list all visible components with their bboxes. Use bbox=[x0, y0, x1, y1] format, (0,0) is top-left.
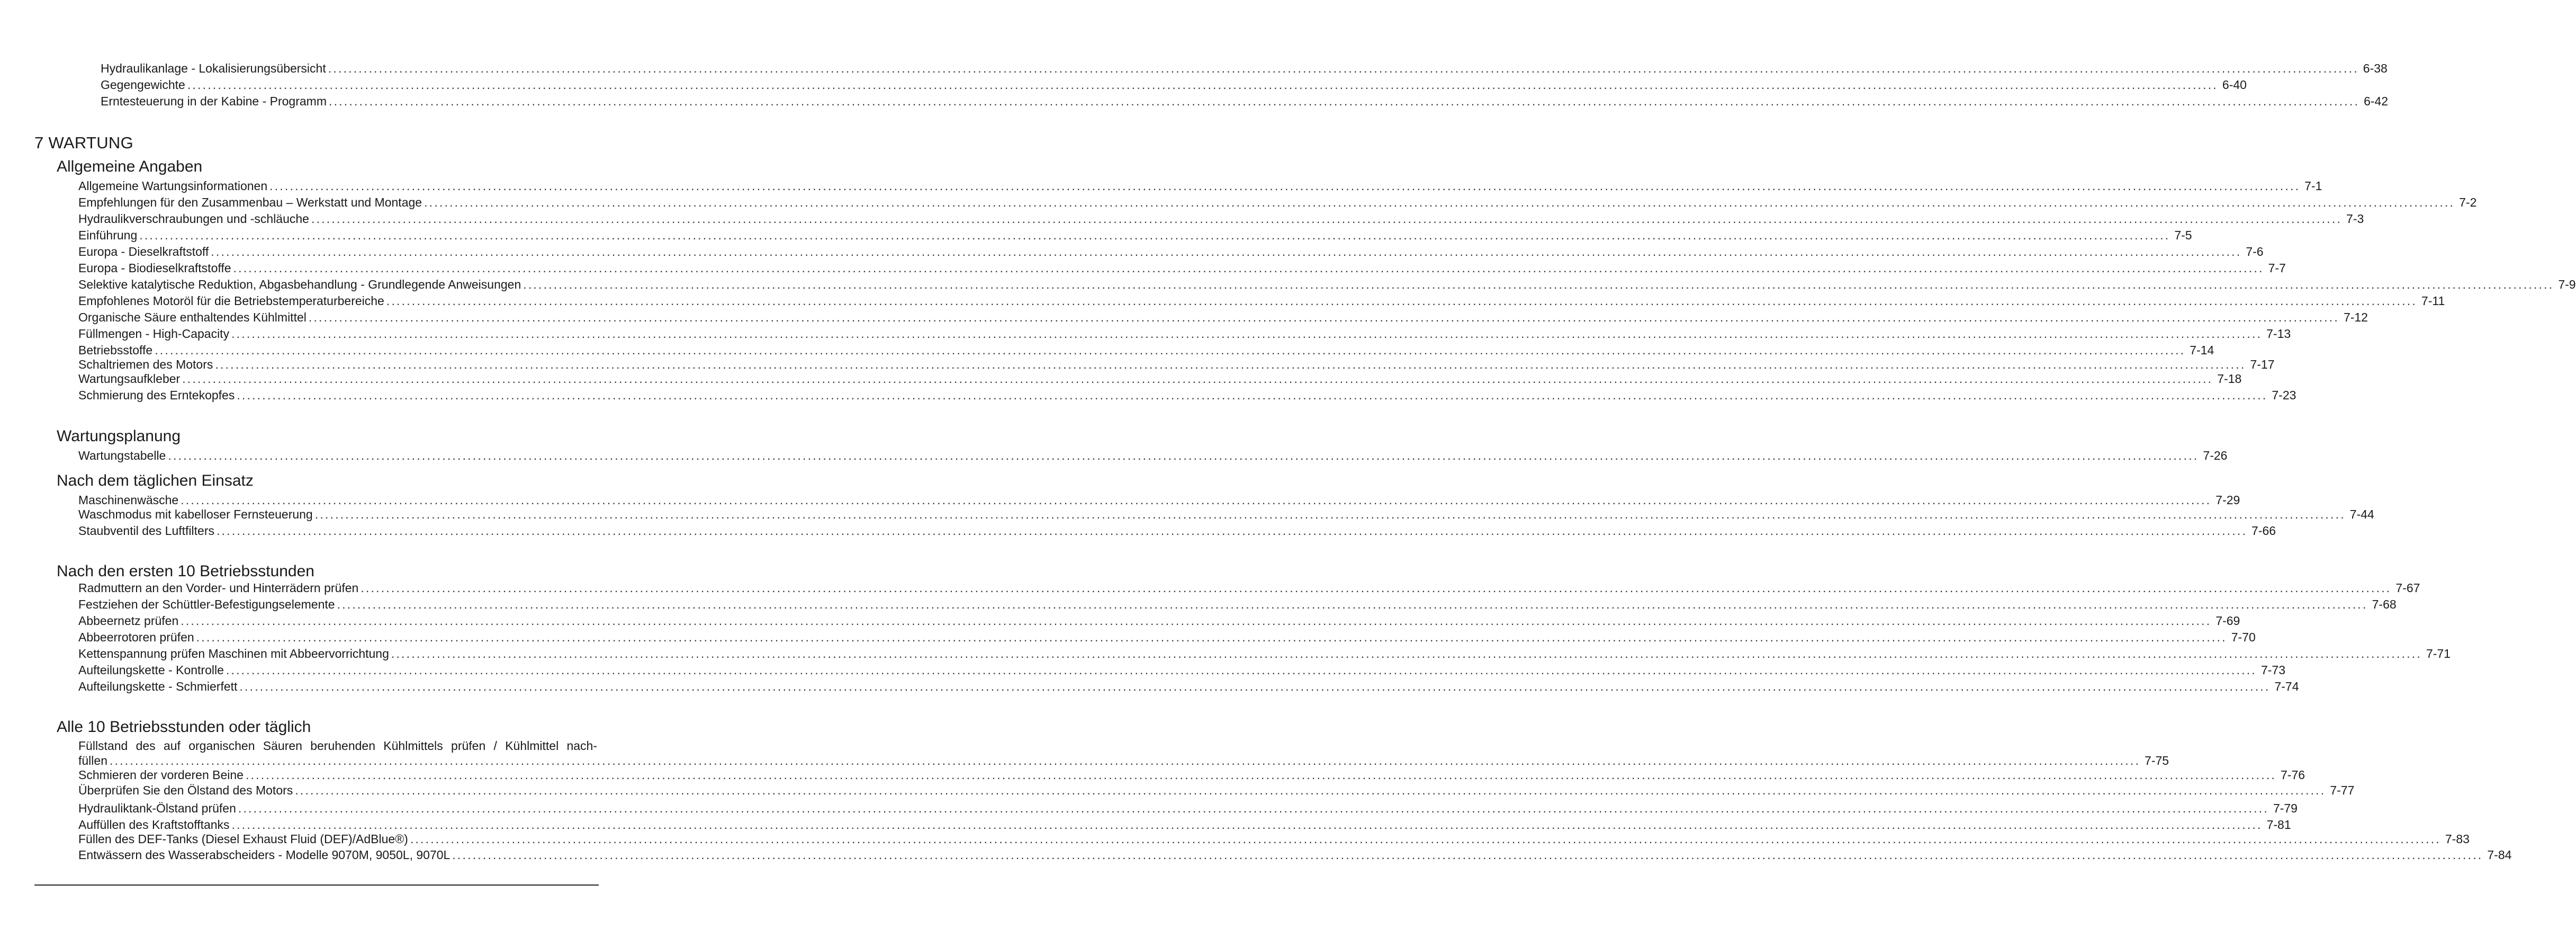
entry-text: Einführung bbox=[78, 228, 138, 242]
toc-entry[interactable] bbox=[78, 310, 2368, 325]
toc-entry[interactable] bbox=[78, 195, 2477, 210]
entry-page: 7-6 bbox=[2246, 245, 2264, 258]
entry-page: 7-66 bbox=[2251, 524, 2276, 538]
leader-dots: ................................................................................................................................................................................................................................................................................................................................................................................................................ bbox=[238, 801, 2269, 815]
leader-dots: ................................................................................................................................................................................................................................................................................................................................................................................................................ bbox=[215, 358, 2246, 371]
leader-dots: ................................................................................................................................................................................................................................................................................................................................................................................................................ bbox=[155, 343, 2186, 357]
entry-page: 7-75 bbox=[2145, 754, 2169, 767]
entry-text: Entwässern des Wasserabscheiders - Modelle 9070M, 9050L, 9070L bbox=[78, 848, 451, 862]
entry-page: 7-17 bbox=[2250, 358, 2275, 371]
leader-dots: ................................................................................................................................................................................................................................................................................................................................................................................................................ bbox=[139, 228, 2170, 242]
leader-dots: ................................................................................................................................................................................................................................................................................................................................................................................................................ bbox=[424, 195, 2455, 209]
entry-text: Hydraulikanlage - Lokalisierungsübersicht bbox=[101, 61, 326, 75]
leader-dots: ................................................................................................................................................................................................................................................................................................................................................................................................................ bbox=[168, 449, 2199, 462]
entry-text: Radmuttern an den Vorder- und Hinterrädern prüfen bbox=[78, 581, 359, 595]
entry-page: 7-71 bbox=[2426, 647, 2451, 660]
toc-entry[interactable] bbox=[78, 767, 2305, 782]
toc-entry[interactable] bbox=[78, 178, 2322, 193]
leader-dots: ................................................................................................................................................................................................................................................................................................................................................................................................................ bbox=[237, 388, 2268, 402]
toc-entry[interactable] bbox=[78, 388, 2296, 403]
toc-entry[interactable] bbox=[78, 630, 2256, 645]
toc-entry[interactable] bbox=[78, 832, 2470, 846]
toc-entry[interactable] bbox=[78, 580, 2420, 595]
section-title: Nach den ersten 10 Betriebsstunden bbox=[57, 562, 314, 580]
toc-entry[interactable] bbox=[78, 448, 2228, 463]
leader-dots: ................................................................................................................................................................................................................................................................................................................................................................................................................ bbox=[211, 245, 2242, 258]
entry-page: 7-68 bbox=[2372, 597, 2397, 611]
entry-text: Schmieren der vorderen Beine bbox=[78, 768, 244, 782]
entry-text: Hydrauliktank-Ölstand prüfen bbox=[78, 801, 236, 815]
leader-dots: ................................................................................................................................................................................................................................................................................................................................................................................................................ bbox=[182, 372, 2213, 386]
toc-entry[interactable] bbox=[78, 277, 2576, 292]
toc-entry[interactable] bbox=[78, 597, 2397, 612]
leader-dots: ................................................................................................................................................................................................................................................................................................................................................................................................................ bbox=[269, 179, 2301, 193]
entry-page: 7-29 bbox=[2215, 493, 2240, 507]
entry-text: Empfohlenes Motoröl für die Betriebstemperaturbereiche bbox=[78, 294, 384, 308]
entry-page: 7-70 bbox=[2231, 630, 2256, 644]
entry-text: Staubventil des Luftfilters bbox=[78, 524, 214, 538]
leader-dots: ................................................................................................................................................................................................................................................................................................................................................................................................................ bbox=[308, 310, 2339, 324]
section-title: Allgemeine Angaben bbox=[57, 158, 203, 175]
leader-dots: ................................................................................................................................................................................................................................................................................................................................................................................................................ bbox=[337, 597, 2368, 611]
toc-entry[interactable] bbox=[78, 211, 2364, 226]
entry-text: Aufteilungskette - Schmierfett bbox=[78, 680, 238, 693]
entry-text: Wartungstabelle bbox=[78, 449, 166, 462]
entry-text: Festziehen der Schüttler-Befestigungselemente bbox=[78, 597, 335, 611]
leader-dots: ................................................................................................................................................................................................................................................................................................................................................................................................................ bbox=[410, 832, 2441, 846]
leader-dots: ................................................................................................................................................................................................................................................................................................................................................................................................................ bbox=[216, 524, 2248, 538]
entry-page: 7-3 bbox=[2346, 212, 2364, 226]
entry-text: Betriebsstoffe bbox=[78, 343, 153, 357]
section-title: Alle 10 Betriebsstunden oder täglich bbox=[57, 718, 311, 736]
toc-entry[interactable] bbox=[78, 817, 2291, 832]
toc-entry[interactable] bbox=[101, 77, 2247, 92]
leader-dots: ................................................................................................................................................................................................................................................................................................................................................................................................................ bbox=[231, 327, 2263, 341]
entry-page: 7-81 bbox=[2266, 818, 2291, 832]
toc-entry[interactable] bbox=[101, 61, 2388, 76]
entry-text: Aufteilungskette - Kontrolle bbox=[78, 663, 224, 677]
entry-page: 7-23 bbox=[2272, 388, 2296, 402]
leader-dots: ................................................................................................................................................................................................................................................................................................................................................................................................................ bbox=[233, 261, 2264, 275]
leader-dots: ................................................................................................................................................................................................................................................................................................................................................................................................................ bbox=[181, 493, 2212, 507]
entry-text: Maschinenwäsche bbox=[78, 493, 179, 507]
leader-dots: ................................................................................................................................................................................................................................................................................................................................................................................................................ bbox=[452, 848, 2483, 862]
entry-text: Kettenspannung prüfen Maschinen mit Abbeervorrichtung bbox=[78, 647, 389, 660]
entry-page: 7-69 bbox=[2215, 614, 2240, 628]
entry-text: Wartungsaufkleber bbox=[78, 372, 181, 386]
entry-text: Füllen des DEF-Tanks (Diesel Exhaust Fluid (DEF)/AdBlue®) bbox=[78, 832, 408, 846]
entry-text-line1[interactable]: Füllstand des auf organischen Säuren beruhenden Kühlmittels prüfen / Kühlmittel nach- bbox=[78, 739, 597, 753]
entry-page: 7-77 bbox=[2330, 783, 2355, 797]
entry-text: Füllmengen - High-Capacity bbox=[78, 327, 230, 341]
leader-dots: ................................................................................................................................................................................................................................................................................................................................................................................................................ bbox=[386, 294, 2417, 308]
leader-dots: ................................................................................................................................................................................................................................................................................................................................................................................................................ bbox=[314, 507, 2346, 521]
leader-dots: ................................................................................................................................................................................................................................................................................................................................................................................................................ bbox=[295, 783, 2326, 797]
footer-rule bbox=[34, 885, 599, 886]
entry-text: Organische Säure enthaltendes Kühlmittel bbox=[78, 310, 307, 324]
leader-dots: ................................................................................................................................................................................................................................................................................................................................................................................................................ bbox=[329, 94, 2360, 108]
leader-dots: ................................................................................................................................................................................................................................................................................................................................................................................................................ bbox=[231, 818, 2263, 832]
entry-text: Waschmodus mit kabelloser Fernsteuerung bbox=[78, 507, 313, 521]
toc-entry[interactable] bbox=[78, 507, 2374, 522]
toc-entry[interactable] bbox=[78, 847, 2512, 862]
toc-entry[interactable] bbox=[78, 679, 2299, 694]
entry-page: 7-13 bbox=[2266, 327, 2291, 341]
leader-dots: ................................................................................................................................................................................................................................................................................................................................................................................................................ bbox=[239, 680, 2271, 693]
leader-dots: ................................................................................................................................................................................................................................................................................................................................................................................................................ bbox=[181, 614, 2212, 628]
entry-text: Gegengewichte bbox=[101, 78, 185, 92]
entry-page: 7-76 bbox=[2281, 768, 2305, 782]
entry-page: 7-2 bbox=[2459, 195, 2477, 209]
toc-entry[interactable] bbox=[101, 94, 2389, 109]
entry-text: füllen bbox=[78, 754, 107, 767]
entry-page: 7-18 bbox=[2217, 372, 2242, 386]
leader-dots: ................................................................................................................................................................................................................................................................................................................................................................................................................ bbox=[361, 581, 2392, 595]
entry-page: 7-83 bbox=[2445, 832, 2470, 846]
chapter-title: 7 WARTUNG bbox=[34, 133, 133, 152]
toc-entry[interactable] bbox=[78, 228, 2192, 243]
toc-entry[interactable] bbox=[78, 261, 2286, 275]
leader-dots: ................................................................................................................................................................................................................................................................................................................................................................................................................ bbox=[226, 663, 2257, 677]
entry-page: 7-12 bbox=[2343, 310, 2368, 324]
leader-dots: ................................................................................................................................................................................................................................................................................................................................................................................................................ bbox=[328, 61, 2359, 75]
entry-page: 7-11 bbox=[2421, 294, 2445, 308]
entry-text: Überprüfen Sie den Ölstand des Motors bbox=[78, 783, 293, 797]
entry-text: Europa - Biodieselkraftstoffe bbox=[78, 261, 231, 275]
section-title: Wartungsplanung bbox=[57, 427, 181, 445]
section-title: Nach dem täglichen Einsatz bbox=[57, 472, 254, 489]
entry-page: 6-38 bbox=[2363, 61, 2388, 75]
leader-dots: ................................................................................................................................................................................................................................................................................................................................................................................................................ bbox=[109, 754, 2141, 767]
leader-dots: ................................................................................................................................................................................................................................................................................................................................................................................................................ bbox=[196, 630, 2227, 644]
toc-entry[interactable] bbox=[78, 371, 2242, 386]
leader-dots: ................................................................................................................................................................................................................................................................................................................................................................................................................ bbox=[311, 212, 2343, 226]
toc-entry[interactable] bbox=[78, 801, 2298, 816]
entry-page: 7-1 bbox=[2304, 179, 2322, 193]
entry-page: 6-42 bbox=[2364, 94, 2389, 108]
entry-text: Empfehlungen für den Zusammenbau – Werkstatt und Montage bbox=[78, 195, 422, 209]
entry-page: 6-40 bbox=[2222, 78, 2247, 92]
toc-entry[interactable] bbox=[78, 646, 2451, 661]
entry-page: 7-73 bbox=[2260, 663, 2285, 677]
entry-text: Erntesteuerung in der Kabine - Programm bbox=[101, 94, 327, 108]
toc-entry[interactable] bbox=[78, 343, 2214, 358]
entry-text: Allgemeine Wartungsinformationen bbox=[78, 179, 268, 193]
entry-text: Abbeerrotoren prüfen bbox=[78, 630, 194, 644]
entry-text: Abbeernetz prüfen bbox=[78, 614, 179, 628]
entry-page: 7-26 bbox=[2203, 449, 2228, 462]
toc-entry[interactable] bbox=[78, 663, 2285, 677]
entry-text: Auffüllen des Kraftstofftanks bbox=[78, 818, 230, 832]
toc-entry[interactable] bbox=[78, 357, 2275, 372]
entry-page: 7-79 bbox=[2273, 801, 2298, 815]
entry-text: Schmierung des Erntekopfes bbox=[78, 388, 235, 402]
entry-text: Selektive katalytische Reduktion, Abgasbehandlung - Grundlegende Anweisungen bbox=[78, 278, 521, 291]
entry-page: 7-84 bbox=[2487, 848, 2512, 862]
toc-entry[interactable] bbox=[78, 783, 2355, 798]
entry-page: 7-44 bbox=[2349, 507, 2374, 521]
entry-page: 7-5 bbox=[2174, 228, 2192, 242]
entry-page: 7-9 bbox=[2558, 278, 2576, 291]
toc-entry[interactable] bbox=[78, 613, 2240, 628]
entry-page: 7-7 bbox=[2268, 261, 2286, 275]
leader-dots: ................................................................................................................................................................................................................................................................................................................................................................................................................ bbox=[245, 768, 2277, 782]
entry-text: Europa - Dieselkraftstoff bbox=[78, 245, 209, 258]
toc-entry[interactable] bbox=[78, 244, 2264, 259]
entry-page: 7-14 bbox=[2190, 343, 2214, 357]
toc-entry[interactable] bbox=[78, 293, 2445, 308]
toc-entry[interactable] bbox=[78, 523, 2276, 538]
leader-dots: ................................................................................................................................................................................................................................................................................................................................................................................................................ bbox=[523, 278, 2554, 291]
leader-dots: ................................................................................................................................................................................................................................................................................................................................................................................................................ bbox=[391, 647, 2422, 660]
entry-text: Schaltriemen des Motors bbox=[78, 358, 213, 371]
entry-page: 7-67 bbox=[2395, 581, 2420, 595]
entry-page: 7-74 bbox=[2274, 680, 2299, 693]
toc-entry[interactable] bbox=[78, 326, 2291, 341]
toc-entry[interactable] bbox=[78, 493, 2240, 507]
entry-text: Hydraulikverschraubungen und -schläuche bbox=[78, 212, 309, 226]
leader-dots: ................................................................................................................................................................................................................................................................................................................................................................................................................ bbox=[187, 78, 2218, 92]
toc-entry[interactable] bbox=[78, 753, 2169, 768]
